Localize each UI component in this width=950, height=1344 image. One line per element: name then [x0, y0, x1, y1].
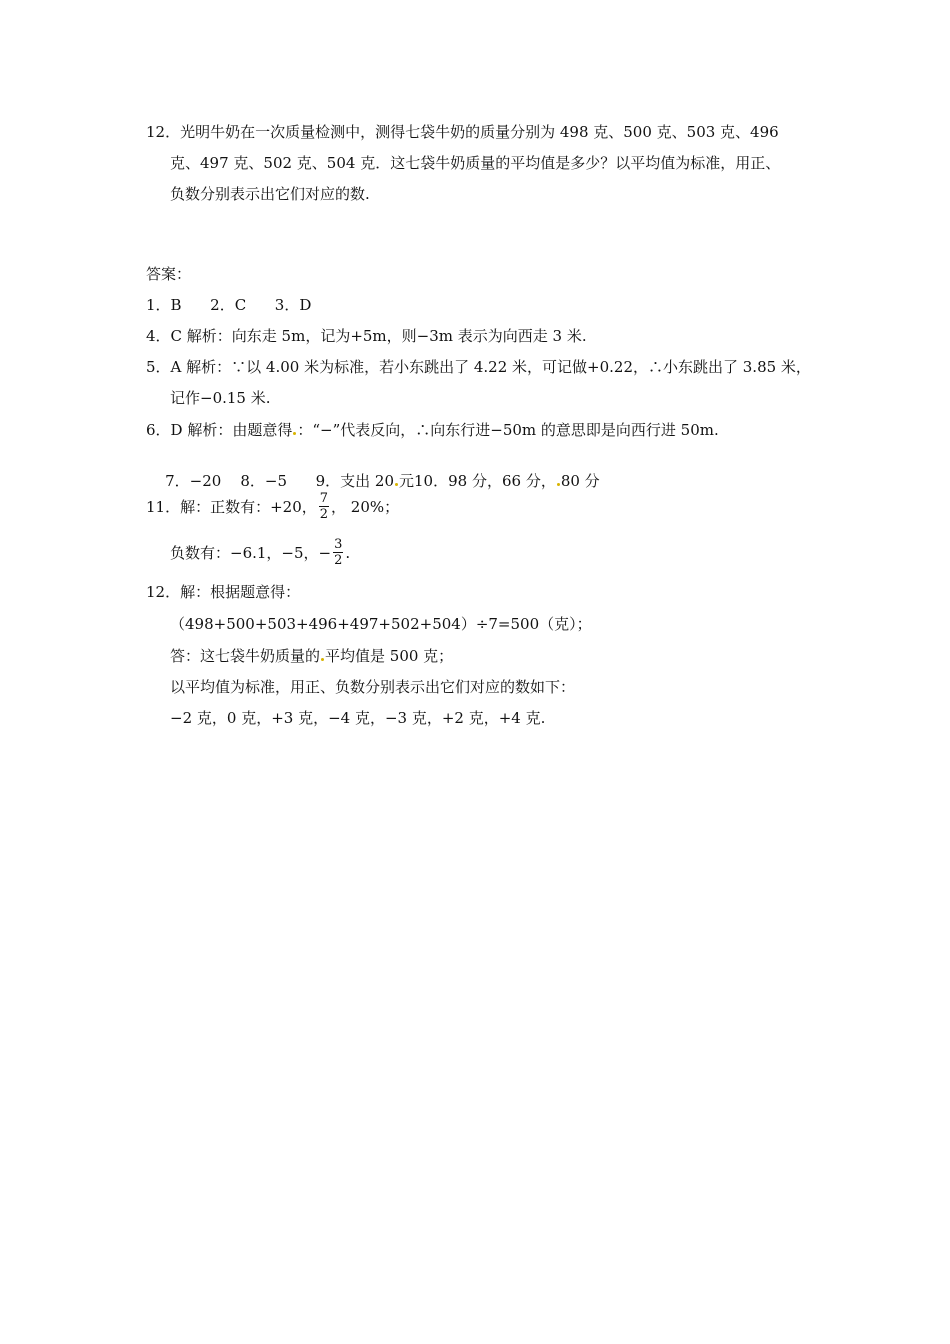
answer-7-10-part-3: 80 分	[560, 472, 600, 490]
fraction-numerator: 3	[334, 536, 343, 552]
answer-7-10-part-1: 7．−20 8．−5 9．支出 20	[165, 472, 395, 490]
answer-6-part-2: ：“−”代表反向，∴向东行进−50m 的意思即是向西行进 50m.	[297, 421, 719, 439]
answer-5-line-2: 记作−0.15 米.	[170, 389, 271, 407]
fraction-seven-halves	[319, 491, 329, 522]
marker-dot-icon	[293, 432, 296, 435]
marker-dot-icon	[321, 658, 324, 661]
answer-12-line-1: 12．解：根据题意得：	[146, 583, 301, 601]
answer-12-line-3-part-2: 平均值是 500 克；	[325, 647, 454, 665]
answer-11-line-2	[170, 536, 350, 570]
answer-4: 4．C 解析：向东走 5m，记为+5m，则−3m 表示为向西走 3 米.	[146, 327, 587, 345]
answer-12-line-3	[170, 646, 453, 666]
question-12-line-1: 12．光明牛奶在一次质量检测中，测得七袋牛奶的质量分别为 498 克、500 克、503 克、496	[146, 123, 779, 141]
answer-12-line-3-part-1: 答：这七袋牛奶质量的	[170, 647, 321, 665]
answer-6-part-1: 6．D 解析：由题意得	[146, 421, 293, 439]
answer-11-negative-suffix: .	[345, 544, 351, 562]
answer-11-line-1	[146, 490, 399, 524]
question-12-line-3: 负数分别表示出它们对应的数.	[170, 185, 370, 203]
fraction-three-halves	[333, 537, 343, 568]
answer-6	[146, 420, 719, 440]
answers-heading: 答案：	[146, 265, 192, 283]
answer-12-line-4: 以平均值为标准，用正、负数分别表示出它们对应的数如下：	[170, 678, 576, 696]
answer-7-10-part-2: 元10．98 分，66 分，	[399, 472, 556, 490]
answer-12-line-5: −2 克，0 克，+3 克，−4 克，−3 克，+2 克，+4 克.	[170, 709, 546, 727]
answer-1-3: 1．B 2．C 3．D	[146, 296, 312, 314]
marker-dot-icon	[395, 483, 398, 486]
answer-11-positive-prefix: 11．解：正数有：+20，	[146, 498, 317, 516]
answer-11-negative-prefix: 负数有：−6.1，−5，−	[170, 544, 332, 562]
question-12-line-2: 克、497 克、502 克、504 克．这七袋牛奶质量的平均值是多少？以平均值为标准，用正、	[170, 154, 781, 172]
fraction-denominator: 2	[334, 552, 343, 568]
answer-11-positive-suffix: ， 20%；	[331, 498, 400, 516]
answer-7-10	[146, 451, 600, 490]
fraction-denominator: 2	[319, 506, 329, 522]
answer-12-line-2: （498+500+503+496+497+502+504）÷7=500（克）；	[170, 615, 592, 633]
answer-5-line-1: 5．A 解析：∵以 4.00 米为标准，若小东跳出了 4.22 米，可记做+0.22，∴小东跳出了 3.85 米，	[146, 358, 811, 376]
fraction-numerator: 7	[319, 490, 329, 506]
marker-dot-icon	[557, 483, 560, 486]
